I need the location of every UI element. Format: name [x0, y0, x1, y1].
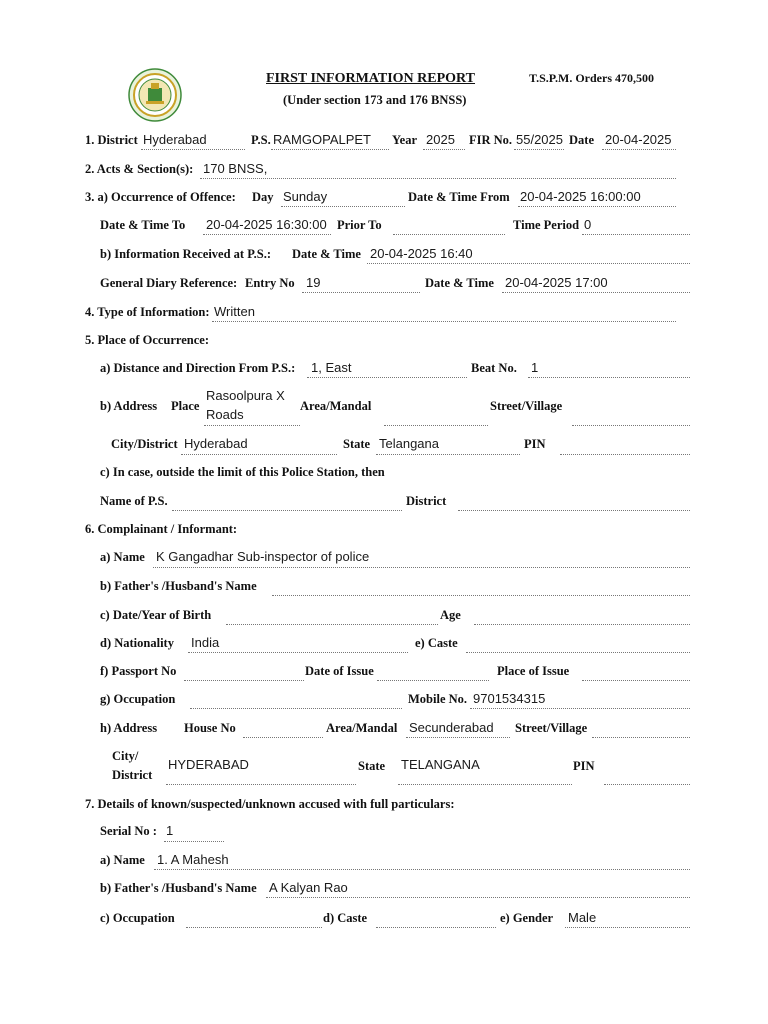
- area-line: [384, 425, 488, 426]
- state-label: State: [343, 437, 371, 451]
- complainant-state-line: [398, 784, 572, 785]
- to-value: 20-04-2025 16:30:00: [206, 217, 327, 232]
- orders-reference: T.S.P.M. Orders 470,500: [529, 71, 654, 85]
- complainant-pin-label: PIN: [573, 759, 595, 773]
- complainant-pin-line: [604, 784, 690, 785]
- from-label: Date & Time From: [408, 190, 510, 204]
- district-line: [141, 149, 245, 150]
- issue-date-line: [377, 680, 489, 681]
- mobile-label: Mobile No.: [408, 692, 468, 706]
- accused-father-line: [266, 897, 690, 898]
- acts-value: 170 BNSS,: [203, 161, 268, 176]
- passport-line: [184, 680, 304, 681]
- place-occurrence-label: 5. Place of Occurrence:: [85, 333, 210, 347]
- info-type-label: 4. Type of Information:: [85, 305, 210, 319]
- complainant-address-label: h) Address: [100, 721, 158, 735]
- gd-datetime-value: 20-04-2025 17:00: [505, 275, 608, 290]
- city-value: Hyderabad: [184, 436, 248, 451]
- street-line: [572, 425, 690, 426]
- complainant-state-label: State: [358, 759, 386, 773]
- report-subtitle: (Under section 173 and 176 BNSS): [283, 93, 467, 107]
- accused-details-label: 7. Details of known/suspected/unknown accused with full particulars:: [85, 797, 455, 811]
- caste-line: [466, 652, 690, 653]
- complainant-name-line: [153, 567, 690, 568]
- occupation-label: g) Occupation: [100, 692, 176, 706]
- received-datetime-line: [367, 263, 690, 264]
- received-label: b) Information Received at P.S.:: [100, 247, 272, 261]
- complainant-city-line: [166, 784, 356, 785]
- ps-value: RAMGOPALPET: [273, 132, 372, 147]
- report-title: FIRST INFORMATION REPORT: [266, 71, 476, 86]
- occurrence-label: 3. a) Occurrence of Offence:: [85, 190, 236, 204]
- area-label: Area/Mandal: [300, 399, 372, 413]
- place-label: Place: [171, 399, 200, 413]
- mobile-line: [470, 708, 690, 709]
- from-value: 20-04-2025 16:00:00: [520, 189, 641, 204]
- info-type-line: [212, 321, 676, 322]
- fir-line: [514, 149, 564, 150]
- day-value: Sunday: [283, 189, 328, 204]
- prior-label: Prior To: [337, 218, 382, 232]
- period-label: Time Period: [513, 218, 580, 232]
- to-label: Date & Time To: [100, 218, 186, 232]
- date-label: Date: [569, 133, 594, 147]
- complainant-area-value: Secunderabad: [409, 720, 494, 735]
- distance-label: a) Distance and Direction From P.S.:: [100, 361, 296, 375]
- house-label: House No: [184, 721, 236, 735]
- complainant-city-value: HYDERABAD: [168, 757, 249, 772]
- acts-line: [200, 178, 676, 179]
- year-label: Year: [392, 133, 417, 147]
- age-label: Age: [440, 608, 461, 622]
- caste-label: e) Caste: [415, 636, 458, 650]
- entry-value: 19: [306, 275, 321, 290]
- accused-name-value: 1. A Mahesh: [157, 852, 229, 867]
- complainant-state-value: TELANGANA: [401, 757, 480, 772]
- fir-value: 55/2025: [516, 132, 563, 147]
- year-line: [423, 149, 465, 150]
- accused-name-line: [154, 869, 690, 870]
- state-value: Telangana: [379, 436, 439, 451]
- telangana-police-emblem: [128, 68, 182, 122]
- gd-datetime-line: [502, 292, 690, 293]
- accused-caste-line: [376, 927, 496, 928]
- complainant-name-label: a) Name: [100, 550, 145, 564]
- issue-date-label: Date of Issue: [305, 664, 374, 678]
- ps-line: [271, 149, 389, 150]
- info-type-value: Written: [214, 304, 255, 319]
- accused-caste-label: d) Caste: [323, 911, 368, 925]
- entry-label: Entry No: [245, 276, 295, 290]
- age-line: [474, 624, 690, 625]
- to-line: [203, 234, 331, 235]
- pin-label: PIN: [524, 437, 546, 451]
- day-label: Day: [252, 190, 274, 204]
- other-ps-label: Name of P.S.: [100, 494, 168, 508]
- city-label: City/District: [111, 437, 178, 451]
- complainant-area-label: Area/Mandal: [326, 721, 398, 735]
- gd-datetime-label: Date & Time: [425, 276, 494, 290]
- date-line: [602, 149, 676, 150]
- complainant-father-line: [272, 595, 690, 596]
- place-value-line2: Roads: [206, 407, 244, 422]
- dob-label: c) Date/Year of Birth: [100, 608, 212, 622]
- gender-line: [565, 927, 690, 928]
- complainant-city-label-2: District: [112, 768, 153, 782]
- serial-line: [164, 841, 224, 842]
- accused-name-label: a) Name: [100, 853, 145, 867]
- issue-place-line: [582, 680, 690, 681]
- complainant-name-value: K Gangadhar Sub-inspector of police: [156, 549, 370, 564]
- accused-occupation-label: c) Occupation: [100, 911, 175, 925]
- complainant-city-label-1: City/: [112, 749, 139, 763]
- state-line: [376, 454, 520, 455]
- nationality-value: India: [191, 635, 220, 650]
- district-label: 1. District: [85, 133, 138, 147]
- prior-line: [393, 234, 505, 235]
- gender-label: e) Gender: [500, 911, 554, 925]
- beat-line: [528, 377, 690, 378]
- gender-value: Male: [568, 910, 597, 925]
- accused-father-value: A Kalyan Rao: [269, 880, 348, 895]
- complainant-label: 6. Complainant / Informant:: [85, 522, 238, 536]
- occupation-line: [190, 708, 402, 709]
- outside-limit-label: c) In case, outside the limit of this Police Station, then: [100, 465, 385, 479]
- complainant-father-label: b) Father's /Husband's Name: [100, 579, 257, 593]
- period-line: [582, 234, 690, 235]
- street-label: Street/Village: [490, 399, 563, 413]
- dob-line: [226, 624, 438, 625]
- nationality-label: d) Nationality: [100, 636, 174, 650]
- address-label: b) Address: [100, 399, 158, 413]
- nationality-line: [188, 652, 408, 653]
- year-value: 2025: [426, 132, 455, 147]
- city-line: [181, 454, 337, 455]
- received-datetime-value: 20-04-2025 16:40: [370, 246, 473, 261]
- distance-value: 1, East: [311, 360, 352, 375]
- pin-line: [560, 454, 690, 455]
- serial-value: 1: [166, 823, 174, 838]
- fir-label: FIR No.: [469, 133, 513, 147]
- complainant-street-line: [592, 737, 690, 738]
- complainant-street-label: Street/Village: [515, 721, 588, 735]
- place-value-line1: Rasoolpura X: [206, 388, 285, 403]
- house-line: [243, 737, 323, 738]
- gd-label: General Diary Reference:: [100, 276, 238, 290]
- beat-value: 1: [531, 360, 539, 375]
- accused-father-label: b) Father's /Husband's Name: [100, 881, 257, 895]
- date-value: 20-04-2025: [605, 132, 672, 147]
- distance-line: [307, 377, 467, 378]
- period-value: 0: [584, 217, 592, 232]
- issue-place-label: Place of Issue: [497, 664, 570, 678]
- passport-label: f) Passport No: [100, 664, 177, 678]
- beat-label: Beat No.: [471, 361, 517, 375]
- mobile-value: 9701534315: [473, 691, 546, 706]
- other-district-line: [458, 510, 690, 511]
- place-line: [204, 425, 300, 426]
- other-ps-line: [172, 510, 402, 511]
- entry-line: [302, 292, 420, 293]
- complainant-area-line: [406, 737, 510, 738]
- serial-label: Serial No :: [100, 824, 157, 838]
- accused-occupation-line: [186, 927, 322, 928]
- ps-label: P.S.: [251, 133, 271, 147]
- other-district-label: District: [406, 494, 447, 508]
- district-value: Hyderabad: [143, 132, 207, 147]
- acts-label: 2. Acts & Section(s):: [85, 162, 194, 176]
- received-datetime-label: Date & Time: [292, 247, 361, 261]
- from-line: [518, 206, 676, 207]
- day-line: [281, 206, 405, 207]
